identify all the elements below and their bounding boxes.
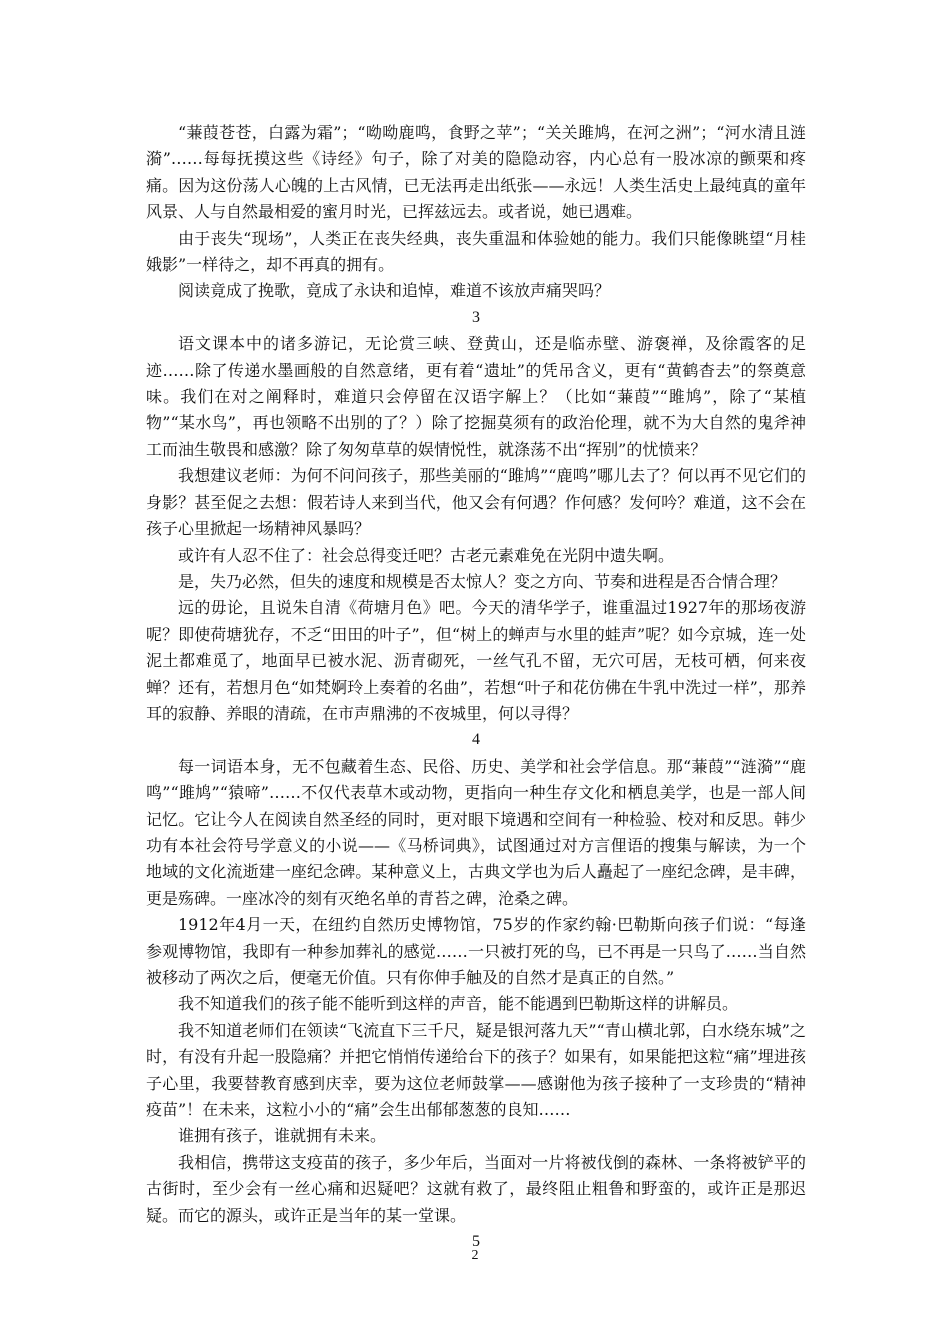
paragraph-loss-inevitable: 是，失乃必然，但失的速度和规模是否太惊人？变之方向、节奏和进程是否合情合理？: [178, 571, 787, 591]
paragraph-suggest-teacher: 我想建议老师：为何不问问孩子，那些美丽的“雎鸠”“鹿鸣”哪儿去了？何以再不见它们的身影？甚至促之去想：假若诗人来到当代，他又会有何遇？作何感？发何吟？难道，这不会在孩子心里掀起一场精神风暴吗？: [146, 466, 806, 539]
paragraph-children-future: 谁拥有孩子，谁就拥有未来。: [178, 1126, 387, 1146]
paragraph-spiritual-vaccine: 我不知道老师们在领读“飞流直下三千尺，疑是银河落九天”“青山横北郭，白水绕东城”之时，有没有升起一股隐痛？并把它悄悄传递给台下的孩子？如果有，如果能把这粒“痛”埋进孩子心里，我要替教育感到庆幸，要为这位老师鼓掌——感谢他为孩子接种了一支珍贵的“精神疫苗”！在未来，这粒小小的“痛”会生出郁郁葱葱的良知……: [146, 1020, 806, 1120]
section-number-5: 5: [472, 1233, 480, 1251]
paragraph-words-memory: 每一词语本身，无不包藏着生态、民俗、历史、美学和社会学信息。那“蒹葭”“涟漪”“鹿鸣”“雎鸠”“猿啼”……不仅代表草木或动物，更指向一种生存文化和栖息美学，也是一部人间记忆。它让今人在阅读自然圣经的同时，更对眼下境遇和空间有一种检验、校对和反思。韩少功有本社会符号学意义的小说——《马桥词典》，试图通过对方言俚语的搜集与解读，为一个地域的文化流逝建一座纪念碑。某种意义上，古典文学也为后人矗起了一座纪念碑，是丰碑，更是殇碑。一座冰冷的刻有灭绝名单的青苔之碑，沧桑之碑。: [146, 756, 806, 908]
paragraph-elegy: 阅读竟成了挽歌，竟成了永诀和追悼，难道不该放声痛哭吗？: [178, 281, 611, 301]
article-body: [146, 120, 806, 1255]
page-number: 2: [471, 1248, 479, 1263]
paragraph-shijing-quotes: “蒹葭苍苍，白露为霜”；“呦呦鹿鸣，食野之苹”；“关关雎鸠，在河之洲”；“河水清且涟漪”……每每抚摸这些《诗经》句子，除了对美的隐隐动容，内心总有一股冰凉的颤栗和疼痛。因为这份荡人心魄的上古风情，已无法再走出纸张——永远！人类生活史上最纯真的童年风景、人与自然最相爱的蜜月时光，已挥兹远去。或者说，她已遇难。: [146, 123, 806, 222]
paragraph-burroughs: 1912年4月一天，在纽约自然历史博物馆，75岁的作家约翰·巴勒斯向孩子们说：“每逢参观博物馆，我即有一种参加葬礼的感觉……一只被打死的鸟，已不再是一只鸟了……当自然被移动了两次之后，便毫无价值。只有你伸手触及的自然才是真正的自然。”: [146, 915, 806, 987]
paragraph-guide: 我不知道我们的孩子能不能听到这样的声音，能不能遇到巴勒斯这样的讲解员。: [178, 994, 739, 1014]
paragraph-hesitation: 我相信，携带这支疫苗的孩子，多少年后，当面对一片将被伐倒的森林、一条将被铲平的古街时，至少会有一丝心痛和迟疑吧？这就有救了，最终阻止粗鲁和野蛮的，或许正是那迟疑。而它的源头，或许正是当年的某一堂课。: [146, 1152, 806, 1225]
paragraph-social-change: 或许有人忍不住了：社会总得变迁吧？古老元素难免在光阴中遗失啊。: [178, 545, 675, 565]
paragraph-losing-scene: 由于丧失“现场”，人类正在丧失经典，丧失重温和体验她的能力。我们只能像眺望“月桂娥影”一样待之，却不再真的拥有。: [146, 228, 806, 275]
section-number-3: 3: [472, 308, 480, 326]
paragraph-moonlight-pond: 远的毋论，且说朱自清《荷塘月色》吧。今天的清华学子，谁重温过1927年的那场夜游呢？即使荷塘犹存，不乏“田田的叶子”，但“树上的蝉声与水里的蛙声”呢？如今京城，连一处泥土都难觅了，地面早已被水泥、沥青砌死，一丝气孔不留，无穴可居，无枝可栖，何来夜蝉？还有，若想月色“如梵婀玲上奏着的名曲”，若想“叶子和花仿佛在牛乳中洗过一样”，那养耳的寂静、养眼的清疏，在市声鼎沸的不夜城里，何以寻得？: [146, 598, 806, 723]
paragraph-travel-notes: 语文课本中的诸多游记，无论赏三峡、登黄山，还是临赤壁、游褒禅，及徐霞客的足迹……除了传递水墨画般的自然意绪，更有着“遗址”的凭吊含义，更有“黄鹤杳去”的祭奠意味。我们在对之阐释时，难道只会停留在汉语字解上？（比如“蒹葭”“雎鸠”，除了“某植物”“某水鸟”，再也领略不出别的了？）除了挖掘莫须有的政治伦理，就不为大自然的鬼斧神工而油生敬畏和感激？除了匆匆草草的娱情悦性，就涤荡不出“挥别”的忧愤来？: [146, 334, 806, 459]
section-number-4: 4: [472, 731, 480, 749]
